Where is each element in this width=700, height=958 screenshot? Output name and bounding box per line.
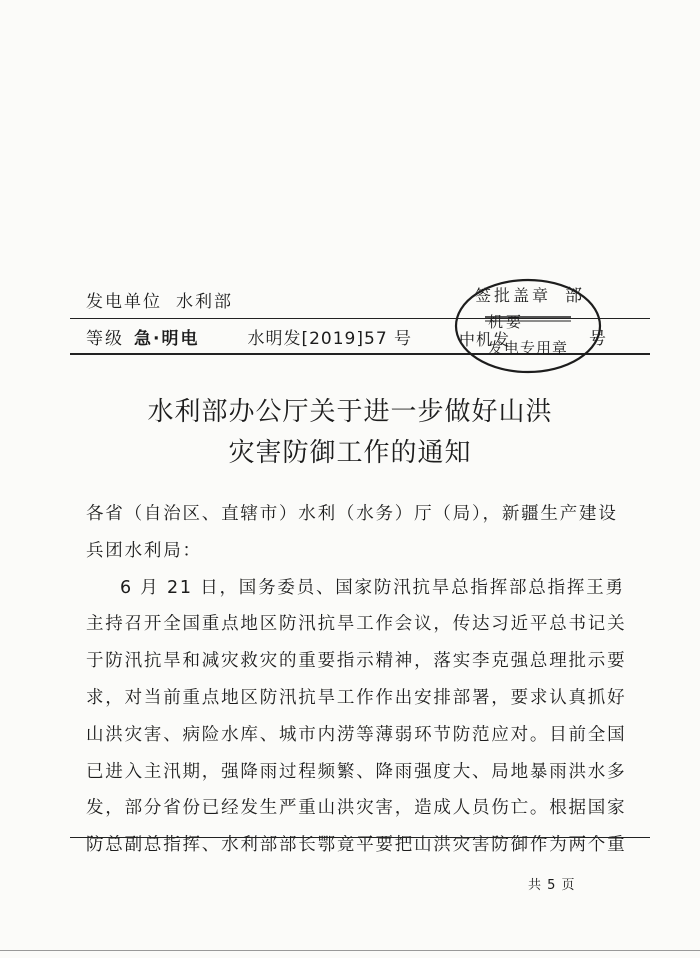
stamp-top-text: 签批盖章 [475, 286, 552, 305]
body-line: 求，对当前重点地区防汛抗旱工作作出安排部署，要求认真抓好 [86, 687, 627, 708]
document-title-line-2: 灾害防御工作的通知 [228, 438, 472, 468]
document-number: 水明发[2019]57 号 [247, 329, 413, 349]
official-seal-stamp [453, 277, 603, 375]
sender-row [86, 287, 233, 312]
body-line: 主持召开全国重点地区防汛抗旱工作会议，传达习近平总书记关 [86, 614, 627, 635]
body-line: 6 月 21 日，国务委员、国家防汛抗旱总指挥部总指挥王勇 [120, 577, 625, 598]
grade-label: 等级 [86, 329, 124, 349]
stamp-left-text: 中机发 [459, 330, 511, 349]
sender-label: 发电单位 [86, 292, 162, 312]
document-number-suffix: 号 [589, 329, 606, 349]
stamp-bottom-text: 发电专用章 [488, 339, 569, 357]
scan-edge-line [0, 950, 700, 951]
body-line: 已进入主汛期，强降雨过程频繁、降雨强度大、局地暴雨洪水多 [86, 761, 627, 782]
grade-value: 急·明电 [134, 329, 200, 349]
body-line: 防总副总指挥、水利部部长鄂竟平要把山洪灾害防御作为两个重 [86, 835, 627, 856]
body-line: 山洪灾害、病险水库、城市内涝等薄弱环节防范应对。目前全国 [86, 724, 627, 745]
document-title-line-1: 水利部办公厅关于进一步做好山洪 [147, 397, 553, 427]
sender-value: 水利部 [176, 292, 233, 312]
body-line: 发，部分省份已经发生严重山洪灾害，造成人员伤亡。根据国家 [86, 798, 627, 819]
body-bottom-divider [70, 837, 650, 838]
body-line: 兵团水利局： [86, 540, 202, 561]
body-line: 于防汛抗旱和减灾救灾的重要指示精神，落实李克强总理批示要 [86, 651, 627, 672]
document-body [86, 496, 644, 864]
grade-row [86, 324, 412, 349]
body-line: 各省（自治区、直辖市）水利（水务）厅（局），新疆生产建设 [86, 504, 618, 524]
stamp-right-text: 部 [565, 286, 582, 306]
reverse-side-bleed-through [60, 40, 660, 270]
page-count: 共 5 页 [528, 878, 576, 893]
stamp-mid-text: 机要 [488, 313, 525, 331]
